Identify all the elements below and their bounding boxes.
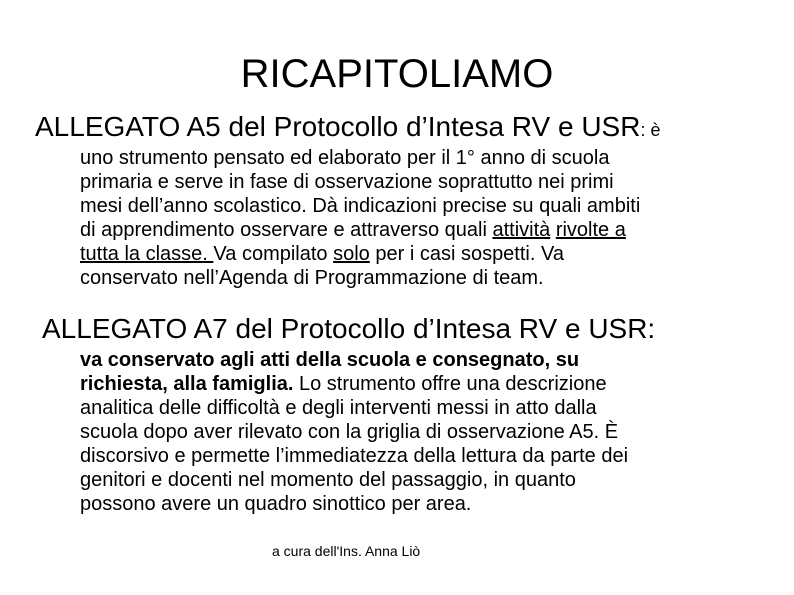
underlined-text: tutta la classe.	[80, 243, 214, 265]
body-line: possono avere un quadro sinottico per area.	[80, 493, 472, 515]
body-line: genitori e docenti nel momento del passaggio, in quanto	[80, 469, 576, 491]
body-line: analitica delle difficoltà e degli interventi messi in atto dalla	[80, 397, 597, 419]
underlined-text: rivolte a	[555, 219, 626, 241]
body-text: per i casi sospetti. Va	[369, 243, 564, 265]
underlined-text: solo	[333, 243, 370, 265]
underlined-text: attività	[492, 219, 551, 241]
body-line: discorsivo e permette l’immediatezza della lettura da parte dei	[80, 445, 629, 467]
body-line: conservato nell’Agenda di Programmazione di team.	[80, 267, 544, 289]
section-a5-heading-text: ALLEGATO A5 del Protocollo d’Intesa RV e USR	[35, 111, 641, 142]
body-line: primaria e serve in fase di osservazione soprattutto nei primi	[80, 171, 614, 193]
section-a5-heading	[35, 110, 660, 147]
body-line	[80, 242, 780, 266]
section-a7-body	[80, 348, 780, 516]
bold-text: richiesta, alla famiglia.	[80, 373, 294, 395]
section-a7-heading: ALLEGATO A7 del Protocollo d’Intesa RV e USR:	[42, 313, 656, 344]
section-a5-heading-suffix: : è	[640, 120, 661, 140]
body-line: uno strumento pensato ed elaborato per il 1° anno di scuola	[80, 147, 610, 169]
section-a5-body	[80, 146, 780, 290]
author-credit: a cura dell'Ins. Anna Liò	[272, 543, 421, 559]
body-line-bold: va conservato agli atti della scuola e consegnato, su	[80, 349, 580, 371]
body-text: di apprendimento osservare e attraverso quali	[80, 219, 493, 241]
body-line	[80, 218, 780, 242]
body-line	[80, 372, 780, 396]
slide-title: RICAPITOLIAMO	[240, 52, 554, 96]
body-line: scuola dopo aver rilevato con la griglia di osservazione A5. È	[80, 421, 619, 443]
body-text: Lo strumento offre una descrizione	[293, 373, 607, 395]
body-text: Va compilato	[213, 243, 334, 265]
body-line: mesi dell’anno scolastico. Dà indicazioni precise su quali ambiti	[80, 195, 641, 217]
